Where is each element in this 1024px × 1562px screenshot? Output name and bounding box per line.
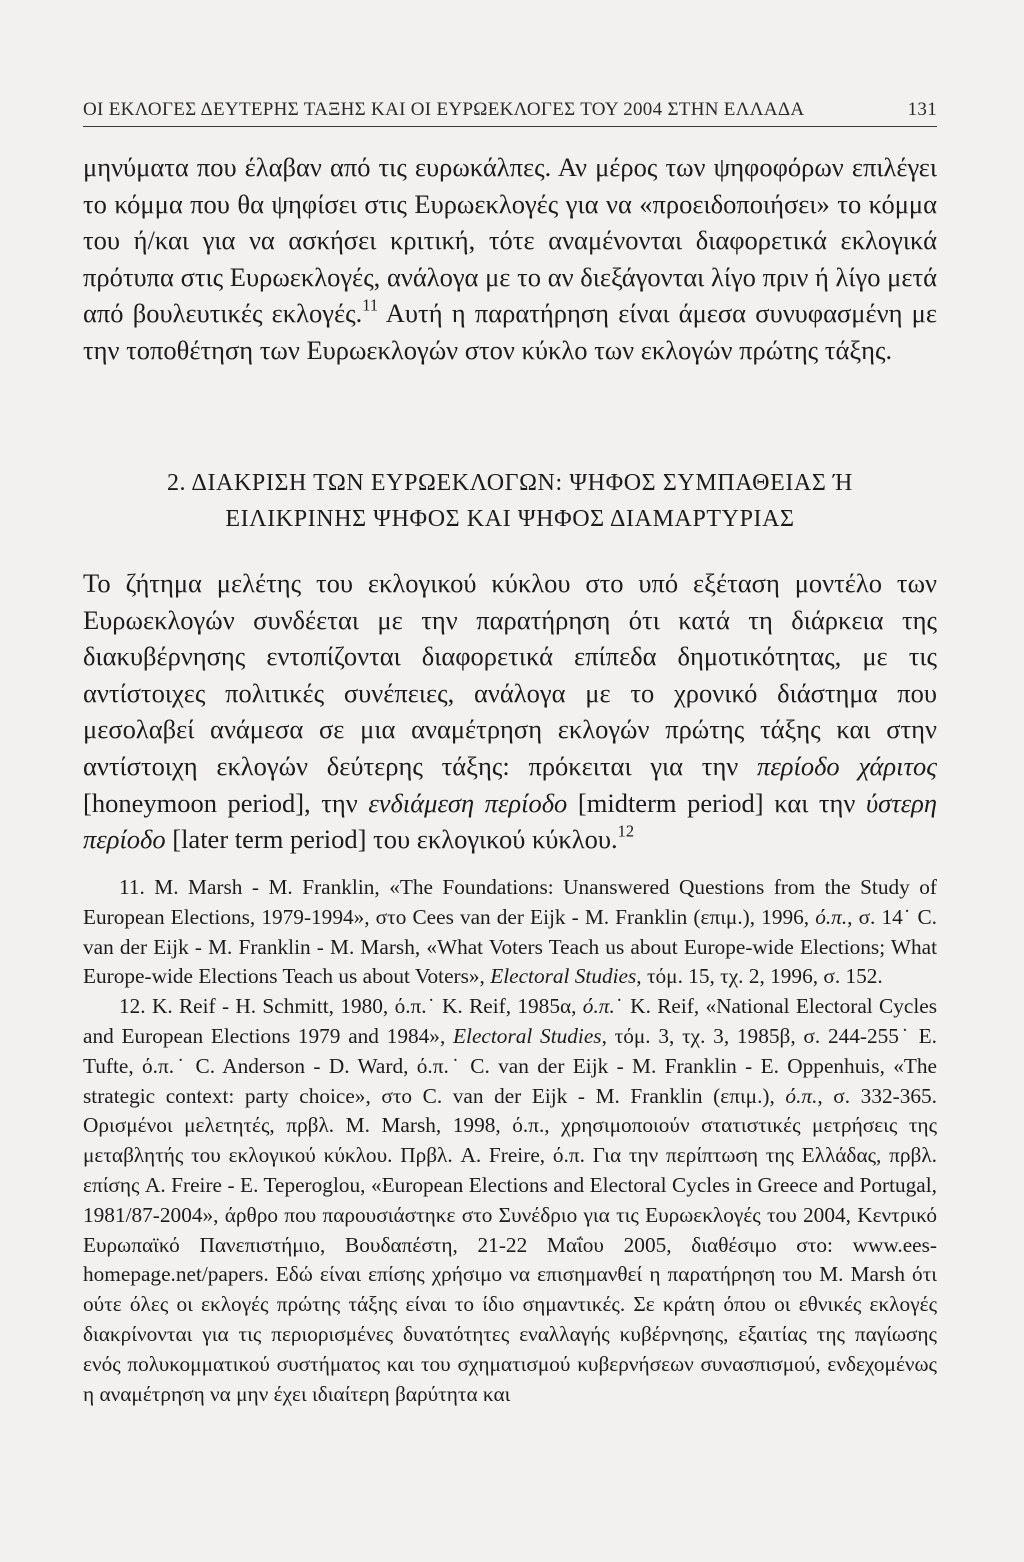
footnote-text: , τόμ. 3, τχ. 3, 1985β, σ. 244-255˙ E. Tufte, ό.π.˙ C. Anderson - D. Ward, ό.π.˙ C. van der Eijk - M. Franklin - E. Oppenhuis, «The strategic context: party choice», στο C. van der Eijk - M. Franklin (επιμ.), (83, 1023, 937, 1108)
footnote-text: 11. M. Marsh - M. Franklin, «The Foundations: Unanswered Questions from the Study of European Elections, 1979-1994», στο Cees van der Eijk - M. Franklin (επιμ.), 1996, (83, 875, 937, 929)
header-rule (83, 126, 937, 127)
italic-text: ό.π. (582, 994, 615, 1019)
paragraph-section-2 (83, 565, 937, 858)
paragraph-text: Το ζήτημα μελέτης του εκλογικού κύκλου στο υπό εξέταση μοντέλο των Ευρωεκλογών συνδέεται με την παρατήρηση ότι κατά τη διάρκεια της διακυβέρνησης εντοπίζονται διαφορετικά επίπεδα δημοτικότητας, με τις αντίστοιχες πολιτικές συνέπειες, ανάλογα με το χρονικό διάστημα που μεσολαβεί ανάμεσα σε μια αναμέτρηση εκλογών πρώτης τάξης και στην αντίστοιχη εκλογών δεύτερης τάξης: πρόκειται για την (83, 568, 937, 781)
italic-text: Electoral Studies (453, 1023, 602, 1048)
running-title: ΟΙ ΕΚΛΟΓΕΣ ΔΕΥΤΕΡΗΣ ΤΑΞΗΣ ΚΑΙ ΟΙ ΕΥΡΩΕΚΛΟΓΕΣ ΤΟΥ 2004 ΣΤΗΝ ΕΛΛΑΔΑ (83, 99, 805, 120)
footnote-ref-11: 11 (362, 295, 379, 315)
footnotes (83, 873, 937, 1409)
paragraph-text: [later term period] του εκλογικού κύκλου. (165, 824, 618, 855)
footnote-text: 12. K. Reif - H. Schmitt, 1980, ό.π.˙ K. Reif, 1985α, (119, 994, 583, 1019)
paragraph-text: [midterm period] και την (567, 787, 866, 818)
running-head (83, 99, 937, 121)
paragraph-text: [honeymoon period], την (83, 787, 369, 818)
italic-text: Electoral Studies (490, 964, 637, 989)
section-heading-line-2: ΕΙΛΙΚΡΙΝΗΣ ΨΗΦΟΣ ΚΑΙ ΨΗΦΟΣ ΔΙΑΜΑΡΤΥΡΙΑΣ (225, 506, 795, 532)
page (83, 0, 937, 1562)
footnote-11 (83, 873, 937, 992)
italic-term: ύστερη περίοδο (83, 787, 938, 855)
paragraph-text: μηνύματα που έλαβαν από τις ευρωκάλπες. Αν μέρος των ψηφοφόρων επιλέγει το κόμμα που θα ψηφίσει στις Ευρωεκλογές για να «προειδοποιήσει» το κόμμα του ή/και για να ασκήσει κριτική, τότε αναμένονται διαφορετικά εκλογικά πρότυπα στις Ευρωεκλογές, ανάλογα με το αν διεξάγονται λίγο πριν ή λίγο μετά από βουλευτικές εκλογές. (83, 152, 937, 329)
page-number: 131 (907, 99, 937, 120)
footnote-text: , τόμ. 15, τχ. 2, 1996, σ. 152. (636, 964, 883, 989)
footnote-text: , σ. 332-365. Ορισμένοι μελετητές, πρβλ. M. Marsh, 1998, ό.π., χρησιμοποιούν στατιστικές μετρήσεις της μεταβλητής του εκλογικού κύκλου. Πρβλ. A. Freire, ό.π. Για την περίπτωση της Ελλάδας, πρβλ. επίσης A. Freire - E. Teperoglou, «European Elections and Electoral Cycles in Greece and Portugal, 1981/87-2004», άρθρο που παρουσιάστηκε στο Συνέδριο για τις Ευρωεκλογές του 2004, Κεντρικό Ευρωπαϊκό Πανεπιστήμιο, Βουδαπέστη, 21-22 Μαΐου 2005, διαθέσιμο στο: www.ees-homepage.net/papers. Εδώ είναι επίσης χρήσιμο να επισημανθεί η παρατήρηση του M. Marsh ότι ούτε όλες οι εκλογές πρώτης τάξης είναι το ίδιο σημαντικές. Σε κράτη όπου οι εθνικές εκλογές διακρίνονται για τις περιορισμένες δυνατότητες εναλλαγής κυβέρνησης, εξαιτίας της παγίωσης ενός πολυκομματικού συστήματος και του σχηματισμού κυβερνήσεων συνασπισμού, ενδεχομένως η αναμέτρηση να μην έχει ιδιαίτερη βαρύτητα και (83, 1083, 937, 1406)
italic-text: ό.π. (785, 1083, 818, 1108)
paragraph-continued (83, 149, 937, 369)
italic-term: περίοδο χάριτος (757, 750, 937, 781)
footnote-text: ˙ K. Reif, «National Electoral Cycles and European Elections 1979 and 1984», (83, 994, 937, 1048)
footnote-ref-12: 12 (617, 821, 635, 841)
section-heading-line-1: 2. ΔΙΑΚΡΙΣΗ ΤΩΝ ΕΥΡΩΕΚΛΟΓΩΝ: ΨΗΦΟΣ ΣΥΜΠΑΘΕΙΑΣ Ή (166, 470, 854, 496)
paragraph-text: Αυτή η παρατήρηση είναι άμεσα συνυφασμένη με την τοποθέτηση των Ευρωεκλογών στον κύκλο των εκλογών πρώτης τάξης. (83, 298, 938, 365)
footnote-12 (83, 992, 937, 1409)
italic-term: ενδιάμεση περίοδο (368, 787, 568, 818)
section-heading (83, 465, 937, 537)
footnote-text: , σ. 14˙ C. van der Eijk - M. Franklin - M. Marsh, «What Voters Teach us about Europe-wide Elections; What Europe-wide Elections Teach us about Voters», (83, 904, 937, 989)
italic-text: ό.π. (815, 904, 848, 929)
